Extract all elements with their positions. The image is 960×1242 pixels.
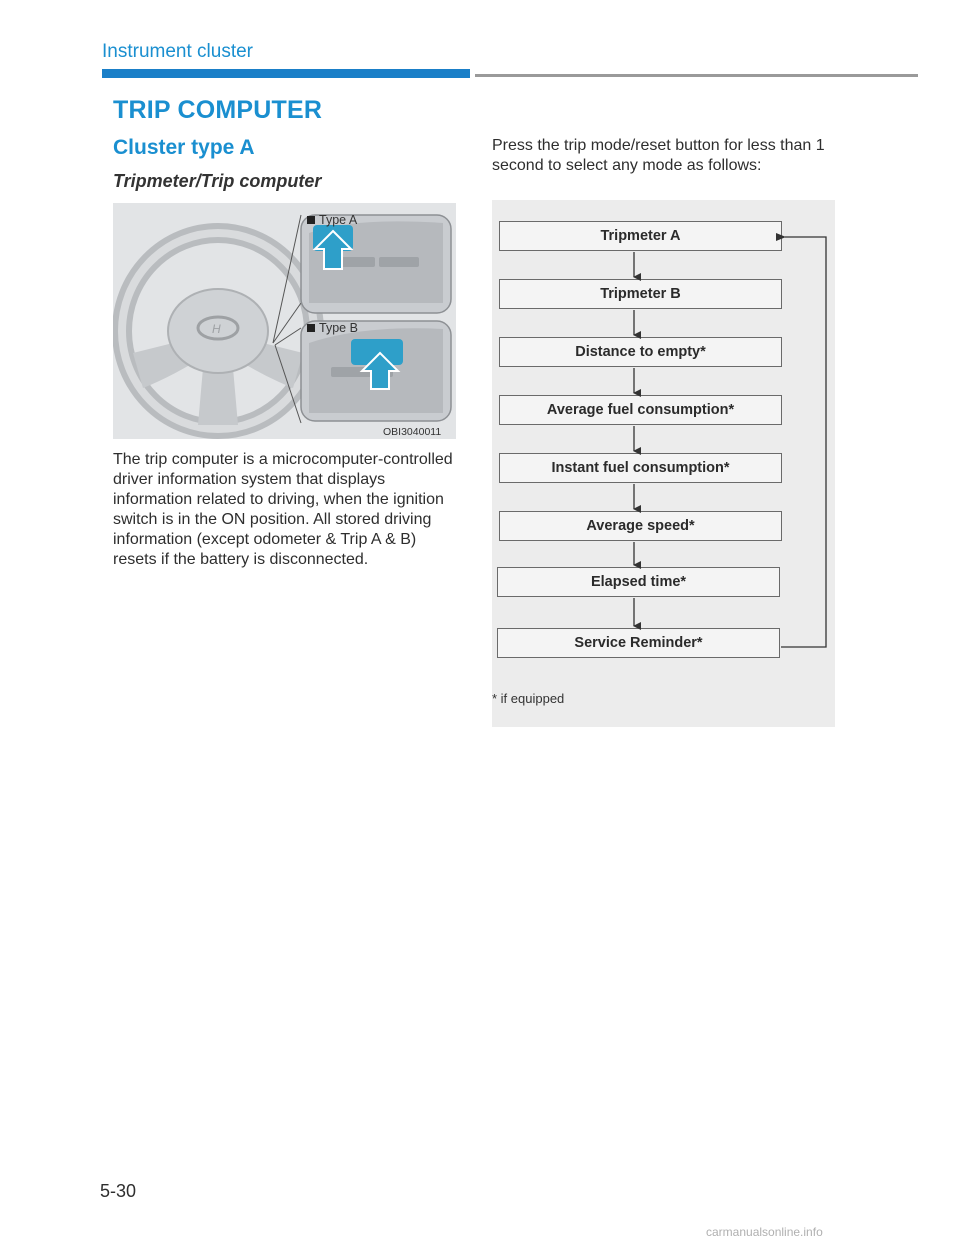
flow-arrows bbox=[492, 200, 835, 727]
up-arrow-icon bbox=[113, 203, 456, 439]
flow-step: Tripmeter A bbox=[499, 221, 782, 251]
flow-step: Elapsed time* bbox=[497, 567, 780, 597]
intro-paragraph: Press the trip mode/reset button for less than 1 second to select any mode as follows: bbox=[492, 137, 825, 174]
flow-step: Instant fuel consumption* bbox=[499, 453, 782, 483]
type-a-label bbox=[307, 213, 357, 227]
square-bullet-icon bbox=[307, 324, 315, 332]
section-title: Instrument cluster bbox=[102, 41, 253, 62]
flow-step: Distance to empty* bbox=[499, 337, 782, 367]
footnote: * if equipped bbox=[492, 691, 565, 706]
flow-step: Service Reminder* bbox=[497, 628, 780, 658]
section-heading: Cluster type A bbox=[113, 136, 255, 159]
flow-step: Average fuel consumption* bbox=[499, 395, 782, 425]
mode-flowchart bbox=[492, 200, 835, 727]
steering-wheel-illustration bbox=[113, 203, 456, 439]
type-b-text: Type B bbox=[319, 321, 358, 335]
page-number: 5-30 bbox=[100, 1181, 137, 1201]
header-rule-thin bbox=[475, 74, 918, 77]
body-paragraph: The trip computer is a microcomputer-controlled driver information system that displays information related to driving, when the ignition switch is in the ON position. All stored driving information (except odometer & Trip A & B) resets if the battery is disconnected. bbox=[113, 451, 453, 568]
svg-text:H: H bbox=[212, 322, 221, 336]
watermark: carmanualsonline.info bbox=[706, 1225, 823, 1239]
subsection-heading: Tripmeter/Trip computer bbox=[113, 171, 322, 191]
type-b-label bbox=[307, 321, 358, 335]
loop-back-arrow-icon bbox=[781, 237, 826, 647]
page-heading: TRIP COMPUTER bbox=[113, 96, 323, 124]
square-bullet-icon bbox=[307, 216, 315, 224]
flow-step: Average speed* bbox=[499, 511, 782, 541]
flow-step: Tripmeter B bbox=[499, 279, 782, 309]
type-a-text: Type A bbox=[319, 213, 358, 227]
header-rule-thick bbox=[102, 69, 470, 78]
illustration-code: OBI3040011 bbox=[383, 426, 442, 438]
